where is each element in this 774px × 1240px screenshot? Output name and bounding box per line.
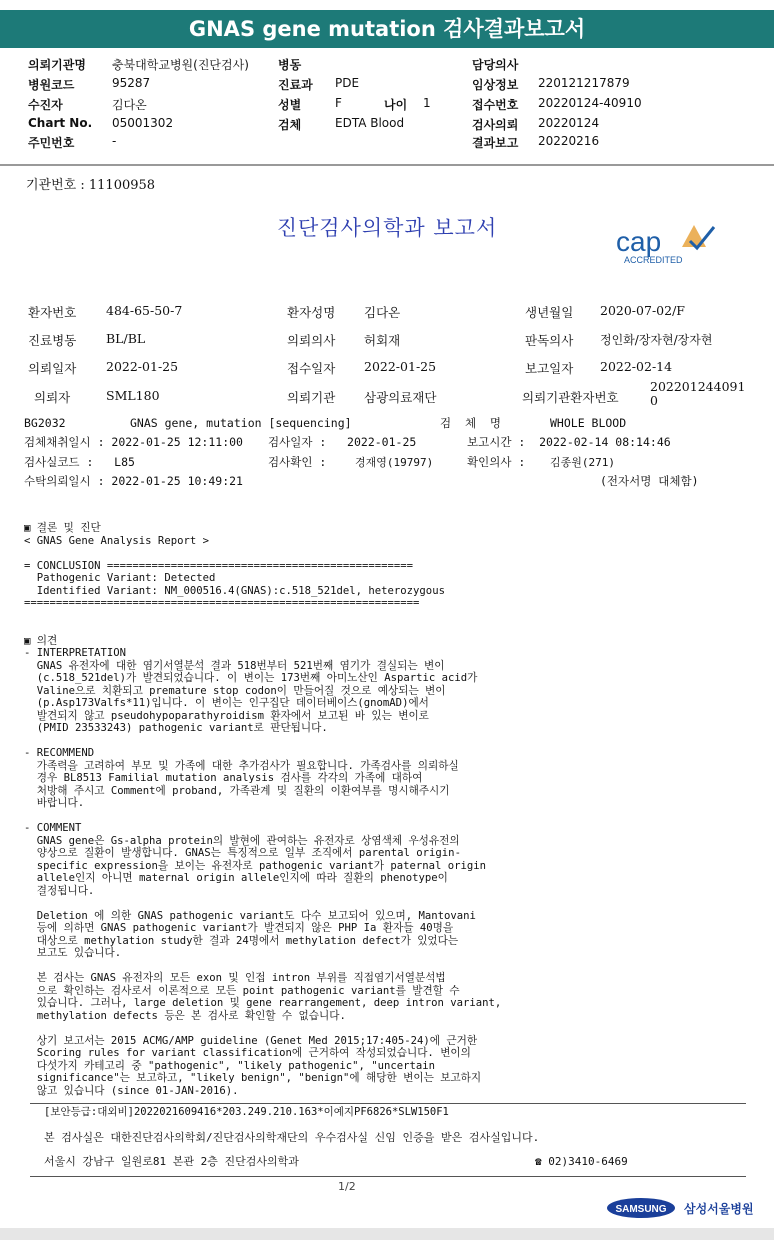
certification-statement: 본 검사실은 대한진단검사의학회/진단검사의학재단의 우수검사실 신임 인증을 받은 검사실입니다.	[44, 1131, 540, 1144]
cap-accredited-logo	[614, 221, 734, 271]
patient-id-value: 484-65-50-7	[106, 303, 183, 318]
electronic-signature-note: (전자서명 대체함)	[600, 474, 699, 488]
requesting-doctor-label: 의뢰의사	[287, 333, 336, 348]
sex-label: 성별	[278, 98, 302, 112]
page-number: 1/2	[338, 1180, 356, 1193]
cap-logo-text: cap	[616, 226, 662, 257]
report-body-text: ▣ 결론 및 진단 < GNAS Gene Analysis Report > = CONCLUSION ================================================ Pathogenic Variant: Detected Identified Variant: NM_000516.4(GNAS):c.518_521del, heterozygous ============================================================== ▣ 의견 - INTERPRETATION GNAS 유전자에 대한 염기서열분석 결과 518번부터 521번째 염기가 결실되는 변이 (c.518_521del)가 발견되었습니다. 이 변이는 173번째 아미노산인 Aspartic acid가 Valine으로 치환되고 premature stop codon이 만들어질 것으로 예상되는 변이 (p.Asp173Valfs*11)입니다. 이 변이는 인구집단 데이터베이스(gnomAD)에서 발견되지 않고 pseudohypoparathyroidism 환자에서 보고된 바 있는 변이로 (PMID 23533243) pathogenic variant로 판단됩니다. - RECOMMEND 가족력을 고려하여 부모 및 가족에 대한 추가검사가 필요합니다. 가족검사를 의뢰하실 경우 BL8513 Familial mutation analysis 검사를 각각의 가족에 대하여 처방해 주시고 Comment에 proband, 가족관계 및 질환의 이환여부를 명시해주시기 바랍니다. - COMMENT GNAS gene은 Gs-alpha protein의 발현에 관여하는 유전자로 상염색체 우성유전의 양상으로 질환이 발생합니다. GNAS는 특징적으로 일부 조직에서 parental origin- specific expression을 보이는 유전자로 pathogenic variant가 paternal origin allele인지 아니면 maternal origin allele인지에 따라 질환의 phenotype이 결정됩니다. Deletion 에 의한 GNAS pathogenic variant도 다수 보고되어 있으며, Mantovani 등에 의하면 GNAS pathogenic variant가 발견되지 않은 PHP Ia 환자들 40명을 대상으로 methylation study한 결과 24명에서 methylation defect가 있었다는 보고도 있습니다. 본 검사는 GNAS 유전자의 모든 exon 및 인접 intron 부위를 직접염기서열분석법 으로 확인하는 검사로서 이론적으로 모든 point pathogenic variant를 발견할 수 있습니다. 그러나, large deletion 및 gene rearrangement, deep intron variant, methylation defects 등은 본 검사로 확인할 수 없습니다. 상기 보고서는 2015 ACMG/AMP guideline (Genet Med 2015;17:405-24)에 근거한 Scoring rules for variant classification에 근거하여 작성되었습니다. 변이의 다섯가지 카테고리 중 "pathogenic", "likely pathogenic", "uncertain significance"는 보고하고, "likely benign", "benign"에 해당한 변이는 보고하지 않고 있습니다 (since 01-JAN-2016).	[24, 522, 502, 1097]
reading-doctor-value: 정인화/장자현/장자현	[600, 333, 713, 347]
patient-name-label: 수진자	[28, 98, 63, 112]
requesting-institution-value: 삼광의료재단	[364, 390, 437, 405]
report-date-value: 2022-02-14	[600, 359, 673, 374]
confirming-doctor-label: 확인의사 :	[467, 455, 526, 469]
specimen-name-label: 검 체 명	[440, 416, 502, 430]
samsung-logo	[606, 1197, 676, 1219]
report-time: 보고시간 : 2022-02-14 08:14:46	[467, 435, 671, 449]
care-ward-value: BL/BL	[106, 331, 146, 346]
patient-name-value: 김다온	[112, 98, 147, 112]
specimen-value: EDTA Blood	[335, 116, 405, 130]
institution-number: 기관번호 : 11100958	[26, 178, 156, 193]
resident-no-label: 주민번호	[28, 136, 75, 150]
clinical-info-label: 임상정보	[472, 78, 519, 92]
test-confirm-label: 검사확인 :	[268, 455, 327, 469]
samsung-logo-text: SAMSUNG	[615, 1204, 667, 1215]
request-date-value-2: 2022-01-25	[106, 359, 179, 374]
receipt-datetime: 수탁의뢰일시 : 2022-01-25 10:49:21	[24, 474, 243, 488]
confirming-doctor-name: 김종원(271)	[550, 456, 615, 469]
lab-code: 검사실코드 : L85	[24, 455, 135, 469]
requester-label: 의뢰자	[34, 390, 71, 405]
collection-datetime: 검체채취일시 : 2022-01-25 12:11:00	[24, 435, 243, 449]
result-report-label: 결과보고	[472, 136, 519, 150]
specimen-label: 검체	[278, 118, 302, 132]
accession-value: 20220124-40910	[538, 96, 642, 110]
footer-bottom-line	[30, 1176, 746, 1177]
birth-date-value: 2020-07-02/F	[600, 303, 685, 318]
accession-label: 접수번호	[472, 98, 519, 112]
request-date-label: 검사의뢰	[472, 118, 519, 132]
reading-doctor-label: 판독의사	[525, 333, 574, 348]
clinical-info-value: 220121217879	[538, 76, 630, 90]
result-report-value: 20220216	[538, 134, 600, 148]
chart-no-value: 05001302	[112, 116, 174, 130]
hospital-brand-name: 삼성서울병원	[684, 1202, 754, 1216]
institution-patient-no-label: 의뢰기관환자번호	[522, 390, 619, 405]
ward-label: 병동	[278, 58, 302, 72]
request-date-label-2: 의뢰일자	[28, 361, 77, 376]
report-date-label: 보고일자	[525, 361, 574, 376]
test-date: 검사일자 : 2022-01-25	[268, 435, 417, 449]
hospital-code-value: 95287	[112, 76, 151, 90]
receipt-date-label: 접수일자	[287, 361, 336, 376]
report-title: 진단검사의학과 보고서	[276, 216, 498, 240]
request-date-value: 20220124	[538, 116, 600, 130]
lab-phone: ☎ 02)3410-6469	[535, 1155, 628, 1168]
security-line: [보안등급:대외비]2022021609416*203.249.210.163*이예지PF6826*SLW150F1	[44, 1106, 449, 1118]
report-banner-title: GNAS gene mutation 검사결과보고서	[0, 10, 774, 48]
requester-value: SML180	[106, 388, 160, 403]
resident-no-value: -	[112, 134, 117, 148]
age-value: 1	[423, 96, 431, 110]
receipt-date-value: 2022-01-25	[364, 359, 437, 374]
hospital-name-label: 의뢰기관명	[28, 58, 86, 72]
requesting-doctor-value: 허회재	[364, 333, 401, 348]
patient-full-name-label: 환자성명	[287, 305, 336, 320]
lab-address: 서울시 강남구 일원로81 본관 2층 진단검사의학과	[44, 1155, 299, 1168]
department-label: 진료과	[278, 78, 313, 92]
birth-date-label: 생년월일	[525, 305, 574, 320]
hospital-name-value: 충북대학교병원(진단검사)	[112, 58, 249, 72]
test-code: BG2032	[24, 416, 66, 430]
hospital-code-label: 병원코드	[28, 78, 75, 92]
test-name: GNAS gene, mutation [sequencing]	[130, 416, 352, 430]
footer-top-line	[30, 1103, 746, 1104]
physician-label: 담당의사	[472, 58, 519, 72]
header-divider	[0, 164, 774, 166]
chart-no-label: Chart No.	[28, 116, 93, 130]
care-ward-label: 진료병동	[28, 333, 77, 348]
age-label: 나이	[384, 98, 408, 112]
requesting-institution-label: 의뢰기관	[287, 390, 336, 405]
cap-logo-sub: ACCREDITED	[624, 255, 683, 265]
test-confirmer: 경재영(19797)	[355, 456, 434, 469]
page-bottom-band	[0, 1228, 774, 1240]
sex-value: F	[335, 96, 342, 110]
institution-patient-no-value: 202201244091 0	[650, 379, 746, 408]
patient-full-name-value: 김다온	[364, 305, 401, 320]
patient-id-label: 환자번호	[28, 305, 77, 320]
department-value: PDE	[335, 76, 360, 90]
specimen-name-value: WHOLE BLOOD	[550, 416, 627, 430]
